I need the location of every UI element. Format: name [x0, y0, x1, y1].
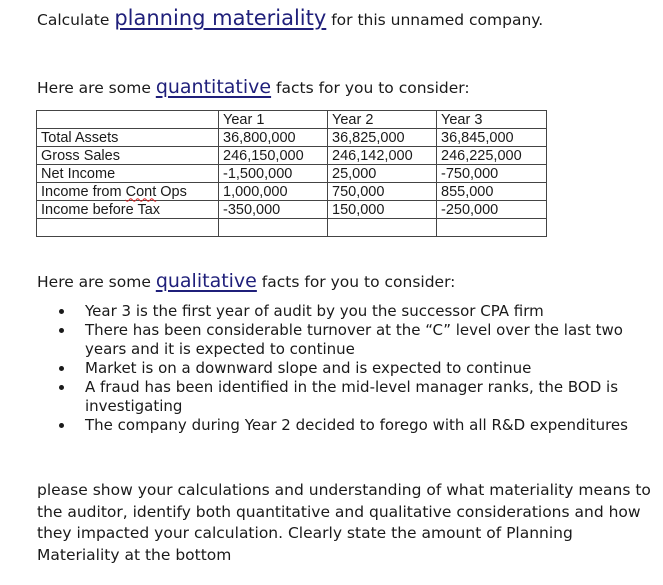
table-cell: -350,000 [219, 201, 328, 219]
intro-suffix: for this unnamed company. [326, 11, 544, 29]
table-row [37, 165, 547, 183]
qualitative-suffix: facts for you to consider: [256, 273, 456, 291]
table-cell-empty [437, 219, 547, 237]
table-header-cell: Year 2 [328, 111, 437, 129]
table-cell: 246,225,000 [437, 147, 547, 165]
table-cell: 36,800,000 [219, 129, 328, 147]
financial-table [36, 110, 547, 237]
list-item [58, 416, 658, 435]
closing-paragraph: please show your calculations and understanding of what materiality means to the auditor, identify both quantitative and qualitative considerations and how they impacted your calculation. Clearly state the amount of Planning Materiality at the bottom [37, 481, 651, 564]
table-cell: 750,000 [328, 183, 437, 201]
quantitative-suffix: facts for you to consider: [271, 79, 470, 97]
qualitative-list [58, 302, 658, 435]
quantitative-prefix: Here are some [37, 79, 156, 97]
row-label: Gross Sales [37, 147, 219, 165]
list-item-text: Market is on a downward slope and is expected to continue [85, 359, 532, 377]
row-label: Income before Tax [37, 201, 219, 219]
table-header-cell: Year 1 [219, 111, 328, 129]
list-item-text: The company during Year 2 decided to forego with all R&D expenditures [85, 416, 628, 434]
bullet-icon [59, 328, 64, 333]
table-cell-empty [37, 219, 219, 237]
quantitative-emphasis: quantitative [155, 76, 272, 98]
table-cell: -250,000 [437, 201, 547, 219]
table-cell: 36,845,000 [437, 129, 547, 147]
row-label-part: Ops [156, 183, 187, 200]
table-cell-empty [219, 219, 328, 237]
quantitative-heading [37, 76, 470, 98]
table-row [37, 201, 547, 219]
table-cell: 246,142,000 [328, 147, 437, 165]
table-cell: -750,000 [437, 165, 547, 183]
list-item [58, 302, 658, 321]
table-cell: 25,000 [328, 165, 437, 183]
bullet-icon [59, 385, 64, 390]
qualitative-emphasis: qualitative [155, 270, 257, 292]
table-cell-empty [328, 219, 437, 237]
bullet-icon [59, 366, 64, 371]
table-cell: -1,500,000 [219, 165, 328, 183]
table-row [37, 183, 547, 201]
table-header-row [37, 111, 547, 129]
table-cell: 855,000 [437, 183, 547, 201]
table-cell: 246,150,000 [219, 147, 328, 165]
qualitative-heading [37, 270, 455, 292]
bullet-icon [59, 309, 64, 314]
list-item-text: There has been considerable turnover at the “C” level over the last two years and it is expected to continue [85, 321, 623, 358]
row-label [37, 183, 219, 201]
table-row [37, 147, 547, 165]
intro-emphasis: planning materiality [114, 6, 327, 30]
intro-prefix: Calculate [37, 11, 115, 29]
intro-line [37, 6, 543, 30]
table-cell: 150,000 [328, 201, 437, 219]
row-label-part: Income from [41, 183, 126, 200]
table-cell: 36,825,000 [328, 129, 437, 147]
list-item-text: A fraud has been identified in the mid-level manager ranks, the BOD is investigating [85, 378, 619, 415]
list-item-text: Year 3 is the first year of audit by you the successor CPA firm [85, 302, 544, 320]
spellcheck-word: Cont [125, 183, 157, 200]
table-header-cell: Year 3 [437, 111, 547, 129]
qualitative-prefix: Here are some [37, 273, 156, 291]
row-label: Net Income [37, 165, 219, 183]
row-label: Total Assets [37, 129, 219, 147]
table-header-cell [37, 111, 219, 129]
list-item [58, 321, 658, 359]
table-row-empty [37, 219, 547, 237]
list-item [58, 378, 658, 416]
table-cell: 1,000,000 [219, 183, 328, 201]
table-row [37, 129, 547, 147]
list-item [58, 359, 658, 378]
bullet-icon [59, 423, 64, 428]
